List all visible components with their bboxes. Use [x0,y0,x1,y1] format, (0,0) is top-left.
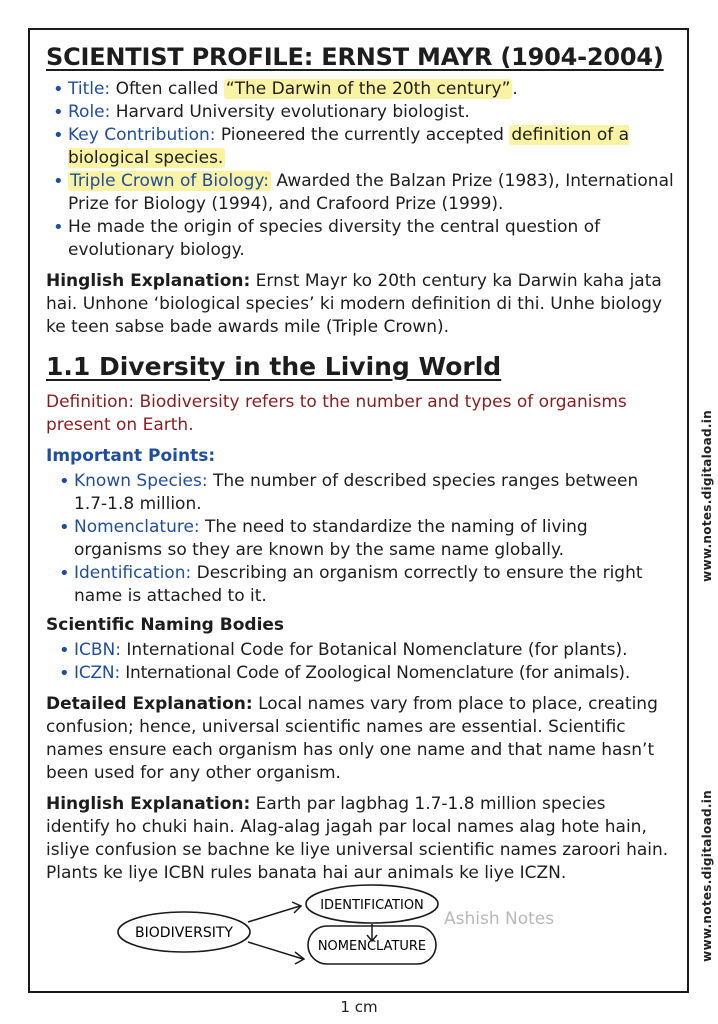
bullet-title: • Title: Often called “The Darwin of the 20th century” . [68,78,674,101]
node-identification-label: IDENTIFICATION [320,898,424,913]
profile-hinglish: Hinglish Explanation: Ernst Mayr ko 20th century ka Darwin kaha jata hai. Unhone ‘biological species’ ki modern definition di thi. Unhe biology ke teen sabse bade awards mile (Triple Crown). [46,271,663,337]
bullet-role: • Role: Harvard University evolutionary biologist. [68,101,674,124]
profile-bullets [46,78,674,262]
important-points-list [46,470,674,608]
important-points-heading: Important Points: [46,446,216,466]
arrow-to-nomenclature [248,942,303,959]
profile-heading: SCIENTIST PROFILE: ERNST MAYR (1904-2004) [46,43,664,71]
point-nomenclature: • Nomenclature: The need to standardize the naming of living organisms so they are known by the same name globally. [74,516,674,562]
point-identification: • Identification: Describing an organism correctly to ensure the right name is attached to it. [74,562,674,608]
section-heading: 1.1 Diversity in the Living World [46,352,502,381]
definition: Definition: Biodiversity refers to the number and types of organisms present on Earth. [46,392,627,435]
bullet-triple-crown: • Triple Crown of Biology: Awarded the Balzan Prize (1983), International Prize for Biology (1994), and Crafoord Prize (1999). [68,170,674,216]
bullet-origin: • He made the origin of species diversity the central question of evolutionary biology. [68,216,674,262]
body-icbn: • ICBN: International Code for Botanical Nomenclature (for plants). [74,639,674,662]
detailed-explanation: Detailed Explanation: Local names vary from place to place, creating confusion; hence, universal scientific names are essential. Scientific names ensure each organism has only one name and that name hasn’t been used for any other organism. [46,694,658,783]
point-known-species: • Known Species: The number of described species ranges between 1.7-1.8 million. [74,470,674,516]
side-url-top: www.notes.digitaload.in [700,410,714,582]
bullet-key-contribution: • Key Contribution: Pioneered the currently accepted definition of a biological species. [68,124,674,170]
page-frame [28,28,689,993]
page-content [46,42,674,885]
body-iczn: • ICZN: International Code of Zoological Nomenclature (for animals). [74,662,674,685]
biodiversity-diagram [100,856,555,966]
footer-scale: 1 cm [340,998,378,1016]
arrow-to-identification [248,906,300,922]
section-hinglish: Hinglish Explanation: Earth par lagbhag 1.7-1.8 million species identify ho chuki hain. Alag-alag jagah par local names alag hote hain, isliye confusion se bachne ke liye universal scientific names zaroori hain. Plants ke liye ICBN rules banata hai aur animals ke liye ICZN. [46,794,669,883]
side-url-bottom: www.notes.digitaload.in [700,790,714,962]
naming-bodies-heading: Scientific Naming Bodies [46,615,285,635]
naming-bodies-list [46,639,674,685]
node-biodiversity-label: BIODIVERSITY [135,925,233,941]
watermark: Ashish Notes [444,909,555,929]
node-nomenclature-label: NOMENCLATURE [317,939,427,954]
